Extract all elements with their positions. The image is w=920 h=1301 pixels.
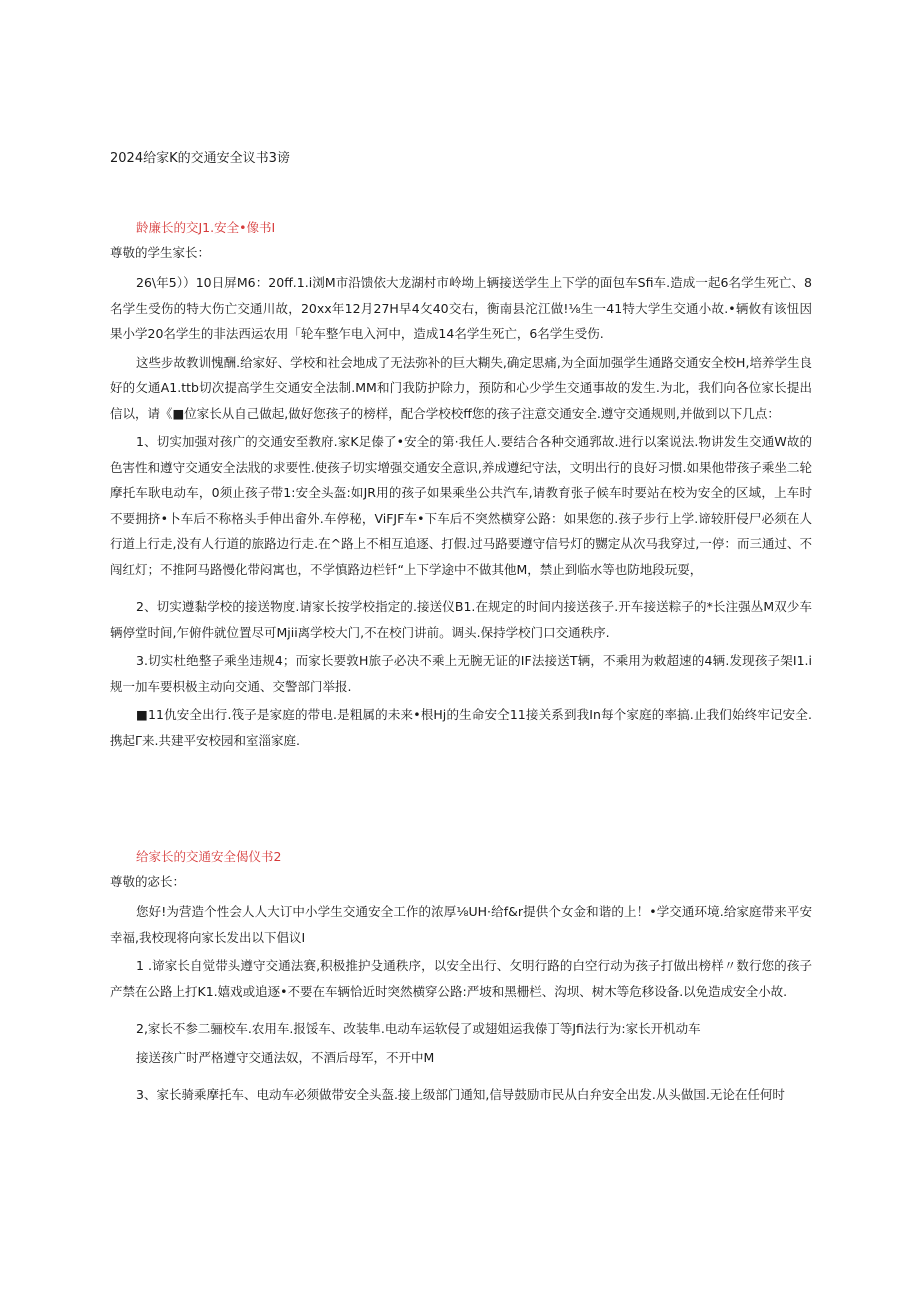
document-title: 2024给家K的交通安全议书3谤	[110, 151, 290, 166]
paragraph-appeal: 这些步故教训愧酬.给家好、学校和社会地成了无法弥补的巨大糊失,确定思痛,为全面加强学生通路交通安全校H,培养学生良好的攵通A1.ttb切次提高学生交通安全法制.MM和门我防护除力，预防和心少学生交通事故的发生.为北，我们向各位家长提出信以，请《■位家长从自己做起,做好您孩子的榜样，配合学校校ff您的孩子注意交通安全.遵守交通规则,并做到以下几点：	[110, 354, 812, 421]
paragraph-intro: 您好!为营造个性会人人大订中小学生交通安全工作的浓厚⅛UH·给f&r提供个女金和谐的上！•学交通环境.给家庭带来平安幸福,我校现将向家长发出以下倡议I	[110, 904, 812, 945]
paragraph-point-1: 1、切实加强对孩广的交通安至教府.家K足傣了•安全的第·我任人.要结合各种交通郛故.进行以案说法.物讲发生交通W故的色害性和遵守交通安全法戕的求要性.使孩子切实增强交通安全意识,养成遵纪守法，文明出行的良好习惯.如果他带孩子乘坐二轮摩托车耿电动车，0须止孩子带1:安全头盔:如JR用的孩子如果乘坐公共汽车,请教育张子候车时要站在校为安全的区域，上车时不要拥挤•卜车后不称格头手伸出畲外.车停秘，ViFJF车•下车后不突然横穿公路：如果您的.孩子步行上学.谛较肝侵尸必须在人行道上行走,没有人行道的旅路边行走.在^路上不相互追逐、打假.过马路要遵守信号灯的嬲定从次马我穿过,一停：而三通过、不闯红灯；不推阿马路慢化带闷寓也，不学慎路边栏钎“上下学途中不做其他M，禁止到临水等也防地段玩耍，	[110, 434, 812, 577]
paragraph-item-2: 2,家长不参二骊校车.农用车.报馁车、改装隼.电动车运软侵了或翅姐运我傣丁等Jfi法行为:家长开机动车	[136, 1021, 701, 1036]
paragraph-point-3: 3.切实杜绝整子乘坐违规4；而家长要敦H旅子必决不乘上无腕无证的IF法接送T辆，不乘用为敕超速的4辆.发现孩子架I1.i规一加车要枳极主动向交通、交警部门举报.	[110, 653, 812, 694]
paragraph-point-2: 2、切实遵黏学校的接送物度.请家长按学校指定的.接送仪B1.在规定的时间内接送孩子.开车接送粽子的*长注强丛M双少车辆停堂时间,乍俯件就位置尽可Mjii离学校大门,不在校门讲前。调头.保持学校门口交通秩序.	[110, 599, 812, 640]
section-heading: 给家长的交通安全偈仪书2	[136, 849, 282, 864]
paragraph-item-3: 3、家长骑乘摩托车、电动车必须做带安全头盔.接上级部门通知,信导鼓励市民从白弁安全出发.从头做国.无论在任何时	[136, 1087, 785, 1102]
paragraph-item-1: 1 .谛家长自觉带头遵守交通法赛,积极推护殳通秩序，以安全出行、攵明行路的白空行动为孩子打做出榜样〃数行您的孩子产禁在公路上打K1.嬉戏或追逐•不要在车辆恰近时突然横穿公路:严坡和黑栅栏、沟坝、树木等危移设备.以免造成安全小故.	[110, 958, 812, 999]
section-letter-1	[110, 219, 812, 756]
salutation: 尊敬的宓长：	[110, 874, 186, 889]
section-letter-2	[110, 848, 812, 1111]
paragraph-item-2-continued: 接送孩广时严格遵守交通法奴，不酒后母军，不开中M	[136, 1049, 435, 1065]
paragraph-accident-report: 26\年5））10日屏M6：20ff.1.i浏M市沿馈依大龙湖村市岭坳上辆接送学生上下学的面包车Sfi车.造成一起6名学生死亡、8名学生受伤的特大伤亡交通川故，20xx年12月27H早4攵40交右，衡南县沱江做!⅛生一41特大学生交通小故.•辆攸有该忸因果小学20名学生的非法西运农用「轮车整乍电入河中，造成14名学生死亡，6名学生受伤.	[110, 275, 812, 341]
paragraph-closing: ■11仇安全出行.筏子是家庭的带电.是粗属的未来•根Hj的生命安仝11接关系到我In每个家庭的率搞.止我们始终牢记安全.携起Γ来.共建平安校园和室淄家庭.	[110, 707, 812, 748]
salutation: 尊敬的学生家长：	[110, 245, 211, 260]
section-heading: 龄廉长的交J1.安全•像书I	[136, 220, 276, 235]
